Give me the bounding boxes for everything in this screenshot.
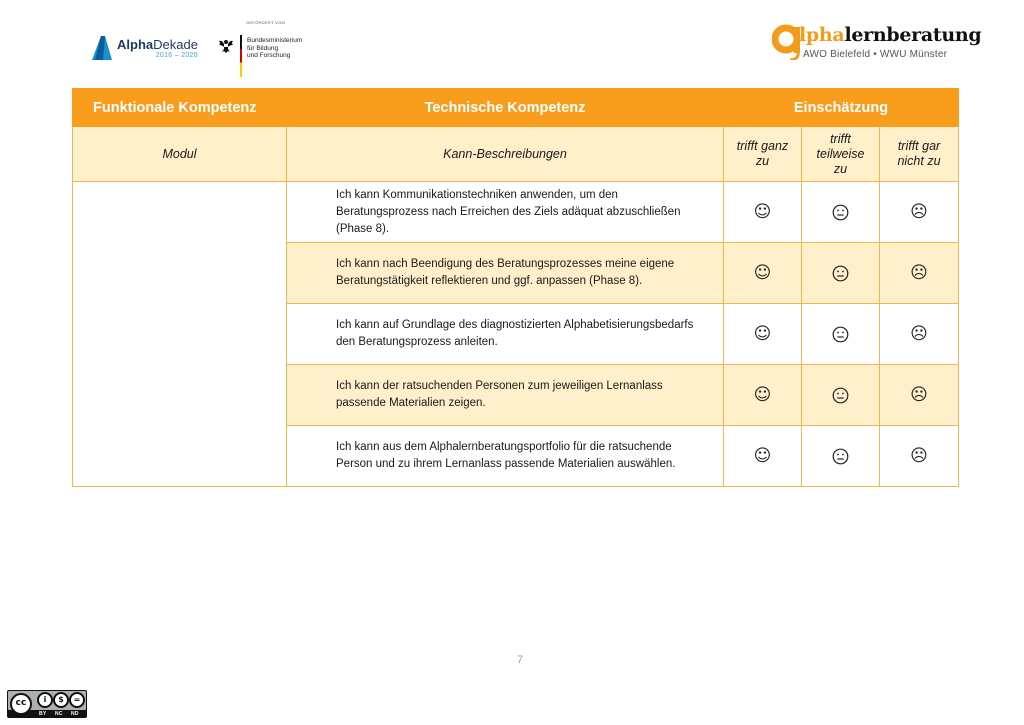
logo-word-black: lernberatung: [844, 24, 982, 46]
can-do-description: Ich kann Kommunikationstechniken anwenden, um den Beratungsprozess nach Erreichen des Ziels adäquat abzuschließen (Phase 8).: [287, 182, 724, 243]
competence-table: [72, 88, 959, 487]
alphadekade-regular: Dekade: [153, 36, 198, 52]
cc-license-badge: [7, 690, 87, 718]
ministry-line-2: für Bildung: [247, 44, 279, 52]
neutral-face-glyph: [832, 326, 849, 343]
alphalernberatung-a-icon: [772, 24, 802, 60]
nd-noderivatives-icon: =: [69, 692, 85, 708]
subheader-rating-none: trifft gar nicht zu: [880, 127, 959, 182]
neutral-face-icon[interactable]: [802, 426, 880, 487]
by-label: BY: [39, 711, 47, 717]
logo-word-orange: lpha: [799, 24, 845, 46]
neutral-face-icon[interactable]: [802, 304, 880, 365]
happy-face-icon[interactable]: ☺: [724, 365, 802, 426]
alphadekade-logo: [92, 36, 198, 60]
sad-face-icon[interactable]: ☹: [880, 304, 959, 365]
modul-cell: [73, 182, 287, 487]
ministry-line-1: Bundesministerium: [247, 37, 303, 44]
subheader-row: [73, 127, 959, 182]
cc-icon: cc: [10, 693, 32, 715]
nd-label: ND: [71, 711, 79, 717]
nc-label: NC: [55, 711, 63, 717]
alphalernberatung-logo: [772, 22, 982, 66]
can-do-description: Ich kann nach Beendigung des Beratungsprozesses meine eigene Beratungstätigkeit reflektieren und ggf. anpassen (Phase 8).: [287, 243, 724, 304]
federal-eagle-icon: [218, 37, 234, 53]
header-row: [73, 89, 959, 127]
logo-subtitle: AWO Bielefeld • WWU Münster: [803, 49, 948, 60]
neutral-face-icon[interactable]: [802, 243, 880, 304]
sad-face-icon[interactable]: ☹: [880, 243, 959, 304]
happy-face-icon[interactable]: ☺: [724, 426, 802, 487]
alphadekade-years: 2016 – 2026: [155, 51, 198, 59]
subheader-modul: Modul: [73, 127, 287, 182]
happy-face-icon[interactable]: ☺: [724, 182, 802, 243]
neutral-face-glyph: [832, 204, 849, 221]
neutral-face-icon[interactable]: [802, 365, 880, 426]
neutral-face-icon[interactable]: [802, 182, 880, 243]
nc-noncommercial-icon: $: [53, 692, 69, 708]
page-number: 7: [516, 654, 524, 666]
happy-face-icon[interactable]: ☺: [724, 243, 802, 304]
subheader-rating-full: trifft ganz zu: [724, 127, 802, 182]
sad-face-icon[interactable]: ☹: [880, 426, 959, 487]
subheader-descriptions: Kann-Beschreibungen: [287, 127, 724, 182]
header-technical: Technische Kompetenz: [287, 89, 724, 127]
ministry-line-3: und Forschung: [247, 52, 291, 59]
header-assessment: Einschätzung: [724, 89, 959, 127]
can-do-description: Ich kann der ratsuchenden Personen zum jeweiligen Lernanlass passende Materialien zeigen.: [287, 365, 724, 426]
subheader-rating-partial: trifft teilweise zu: [802, 127, 880, 182]
can-do-description: Ich kann aus dem Alphalernberatungsportfolio für die ratsuchende Person und zu ihrem Lernanlass passende Materialien auswählen.: [287, 426, 724, 487]
german-flag-bar: [240, 35, 242, 77]
header-functional: Funktionale Kompetenz: [73, 89, 287, 127]
neutral-face-glyph: [832, 387, 849, 404]
neutral-face-glyph: [832, 448, 849, 465]
sad-face-icon[interactable]: ☹: [880, 182, 959, 243]
alphadekade-a-icon: [92, 36, 112, 60]
can-do-description: Ich kann auf Grundlage des diagnostizierten Alphabetisierungsbedarfs den Beratungsprozess anleiten.: [287, 304, 724, 365]
happy-face-icon[interactable]: ☺: [724, 304, 802, 365]
table-row: [73, 182, 959, 243]
alphadekade-bold: Alpha: [117, 36, 154, 52]
sad-face-icon[interactable]: ☹: [880, 365, 959, 426]
by-attribution-icon: i: [37, 692, 53, 708]
neutral-face-glyph: [832, 265, 849, 282]
funded-by-label: GEFÖRDERT VOM: [246, 20, 286, 25]
